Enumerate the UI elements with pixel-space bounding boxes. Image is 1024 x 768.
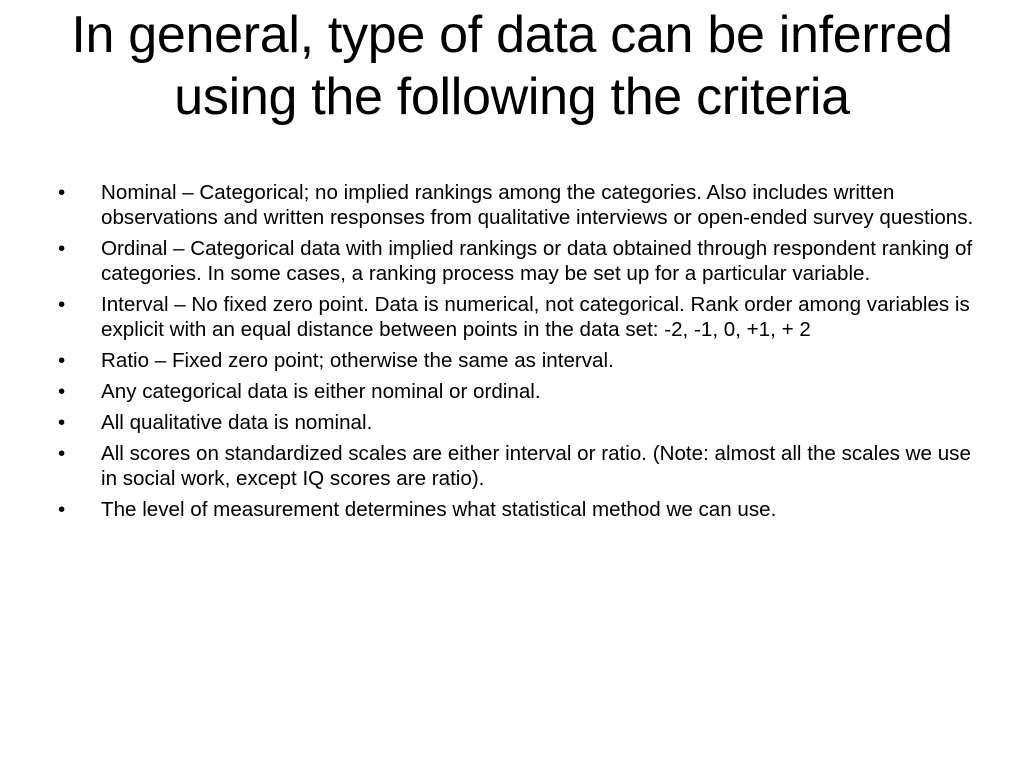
bullet-item-standardized-scales <box>58 441 978 491</box>
bullet-icon: • <box>58 442 66 465</box>
bullet-list <box>58 180 978 528</box>
slide-title: In general, type of data can be inferred using the following the criteria <box>71 6 953 126</box>
bullet-text: All qualitative data is nominal. <box>101 411 373 434</box>
bullet-item-level-of-measurement <box>58 497 978 522</box>
bullet-icon: • <box>58 498 66 521</box>
bullet-text: Interval – No fixed zero point. Data is numerical, not categorical. Rank order among variables is explicit with an equal distance between points in the data set: -2, -1, 0, +1, + 2 <box>101 293 970 341</box>
bullet-icon: • <box>58 293 66 316</box>
bullet-text: Ratio – Fixed zero point; otherwise the same as interval. <box>101 349 614 372</box>
bullet-text: Nominal – Categorical; no implied rankings among the categories. Also includes written observations and written responses from qualitative interviews or open-ended survey questions. <box>101 181 974 229</box>
bullet-item-ordinal <box>58 236 978 286</box>
bullet-item-ratio <box>58 348 978 373</box>
bullet-item-categorical <box>58 379 978 404</box>
bullet-icon: • <box>58 349 66 372</box>
bullet-text: The level of measurement determines what statistical method we can use. <box>101 498 777 521</box>
bullet-icon: • <box>58 181 66 204</box>
bullet-item-qualitative <box>58 410 978 435</box>
bullet-text: All scores on standardized scales are either interval or ratio. (Note: almost all the scales we use in social work, except IQ scores are ratio). <box>101 442 971 490</box>
bullet-item-nominal <box>58 180 978 230</box>
bullet-icon: • <box>58 380 66 403</box>
bullet-item-interval <box>58 292 978 342</box>
bullet-text: Any categorical data is either nominal or ordinal. <box>101 380 541 403</box>
bullet-icon: • <box>58 237 66 260</box>
bullet-icon: • <box>58 411 66 434</box>
bullet-text: Ordinal – Categorical data with implied rankings or data obtained through respondent ranking of categories. In some cases, a ranking process may be set up for a particular variable. <box>101 237 973 285</box>
